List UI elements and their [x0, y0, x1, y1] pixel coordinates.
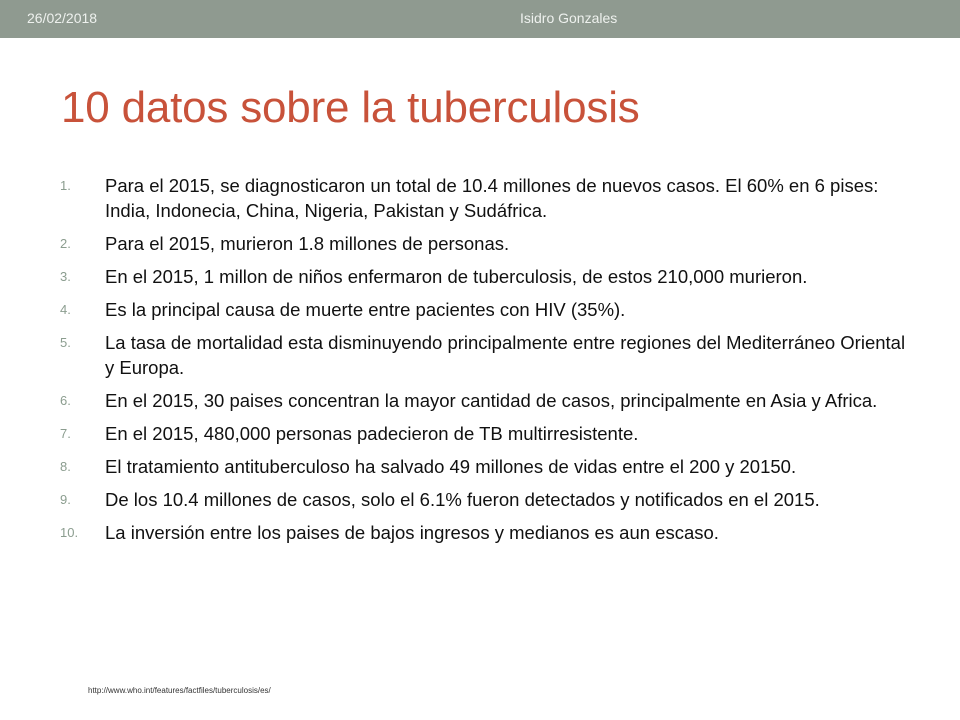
source-link[interactable]: http://www.who.int/features/factfiles/tuberculosis/es/: [88, 686, 271, 695]
fact-number: 2.: [60, 236, 71, 251]
fact-item: [60, 264, 910, 289]
fact-text: En el 2015, 30 paises concentran la mayor cantidad de casos, principalmente en Asia y Africa.: [105, 390, 878, 411]
fact-number: 4.: [60, 302, 71, 317]
fact-item: [60, 421, 910, 446]
fact-number: 9.: [60, 492, 71, 507]
fact-list: [60, 173, 910, 553]
fact-text: En el 2015, 480,000 personas padecieron de TB multirresistente.: [105, 423, 639, 444]
fact-number: 1.: [60, 178, 71, 193]
fact-text: La tasa de mortalidad esta disminuyendo principalmente entre regiones del Mediterráneo Oriental y Europa.: [105, 332, 906, 378]
fact-number: 10.: [60, 525, 79, 540]
fact-item: [60, 388, 910, 413]
slide-author: Isidro Gonzales: [520, 10, 618, 26]
fact-item: [60, 520, 910, 545]
fact-number: 3.: [60, 269, 71, 284]
fact-number: 8.: [60, 459, 71, 474]
fact-item: [60, 487, 910, 512]
fact-item: [60, 231, 910, 256]
fact-text: Para el 2015, se diagnosticaron un total de 10.4 millones de nuevos casos. El 60% en 6 pises: India, Indonecia, China, Nigeria, Pakistan y Sudáfrica.: [105, 175, 879, 221]
fact-item: [60, 454, 910, 479]
slide-title: 10 datos sobre la tuberculosis: [61, 83, 640, 132]
header-bar: [0, 0, 960, 38]
fact-number: 5.: [60, 335, 71, 350]
fact-text: La inversión entre los paises de bajos ingresos y medianos es aun escaso.: [105, 522, 719, 543]
fact-item: [60, 297, 910, 322]
fact-number: 7.: [60, 426, 71, 441]
fact-text: De los 10.4 millones de casos, solo el 6.1% fueron detectados y notificados en el 2015.: [105, 489, 820, 510]
fact-item: [60, 173, 910, 223]
fact-item: [60, 330, 910, 380]
fact-text: Para el 2015, murieron 1.8 millones de personas.: [105, 233, 510, 254]
fact-number: 6.: [60, 393, 71, 408]
slide-date: 26/02/2018: [27, 10, 98, 26]
fact-text: En el 2015, 1 millon de niños enfermaron de tuberculosis, de estos 210,000 murieron.: [105, 266, 808, 287]
fact-text: Es la principal causa de muerte entre pacientes con HIV (35%).: [105, 299, 626, 320]
fact-text: El tratamiento antituberculoso ha salvado 49 millones de vidas entre el 200 y 20150.: [105, 456, 797, 477]
